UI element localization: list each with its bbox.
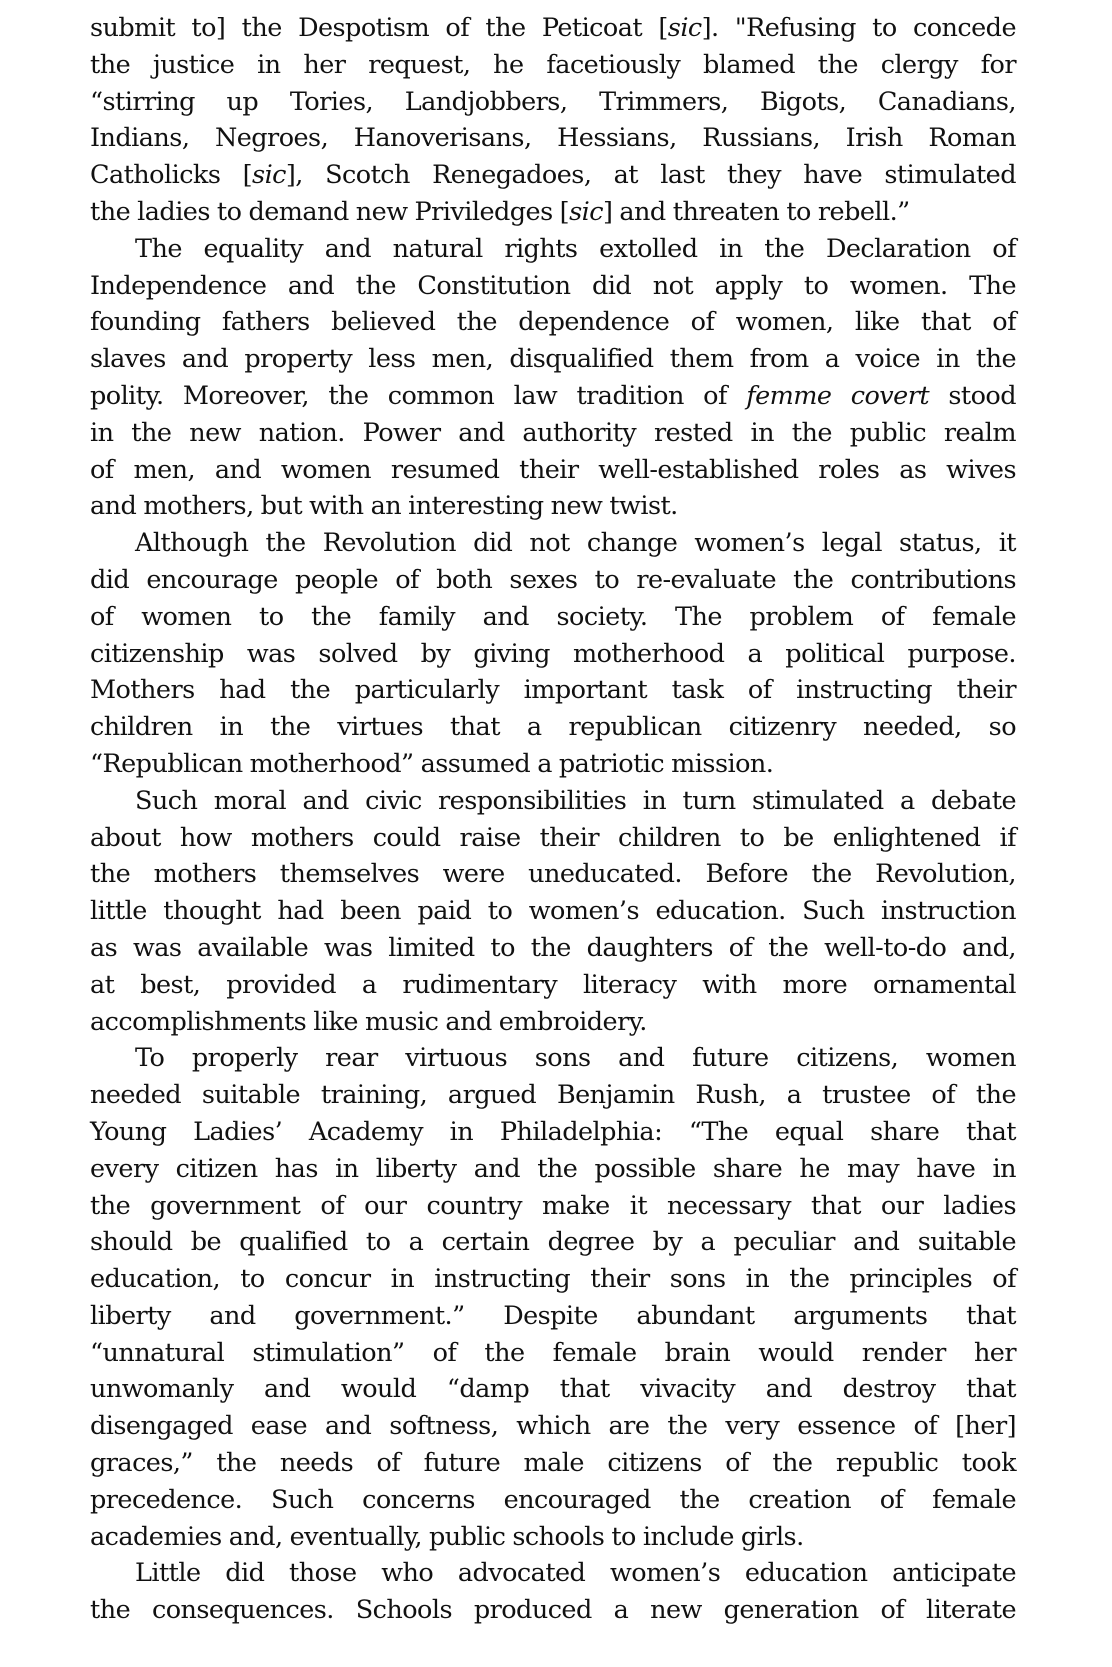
text-segment: ], Scotch Renegadoes, at last they have stimulated xyxy=(285,160,1016,191)
text-line xyxy=(90,84,1016,121)
text-line xyxy=(90,1004,1016,1041)
text-line xyxy=(90,341,1016,378)
text-segment: academies and, eventually, public schools to include girls. xyxy=(90,1521,804,1552)
text-line xyxy=(90,194,1016,231)
text-line xyxy=(90,231,1016,268)
text-segment: founding fathers believed the dependence of women, like that of xyxy=(90,307,1016,338)
text-line xyxy=(90,1445,1016,1482)
text-line xyxy=(90,488,1016,525)
text-segment: precedence. Such concerns encouraged the creation of female xyxy=(90,1484,1016,1515)
text-segment: Independence and the Constitution did not apply to women. The xyxy=(90,270,1016,301)
text-segment: at best, provided a rudimentary literacy with more ornamental xyxy=(90,969,1016,1000)
paragraph xyxy=(90,10,1016,231)
text-segment: Little did those who advocated women’s education anticipate xyxy=(135,1558,1016,1589)
text-line xyxy=(90,562,1016,599)
text-segment: ]. "Refusing to concede xyxy=(701,13,1016,43)
paragraph xyxy=(90,231,1016,525)
text-line xyxy=(90,746,1016,783)
text-segment: little thought had been paid to women’s education. Such instruction xyxy=(90,896,1016,927)
text-line xyxy=(90,415,1016,452)
text-segment: Catholicks [ xyxy=(90,160,253,191)
text-segment: graces,” the needs of future male citizens of the republic took xyxy=(90,1448,1016,1479)
text-line xyxy=(90,1261,1016,1298)
text-line xyxy=(90,1188,1016,1225)
text-segment: should be qualified to a certain degree by a peculiar and suitable xyxy=(90,1227,1016,1258)
text-line xyxy=(90,636,1016,673)
text-segment: as was available was limited to the daughters of the well-to-do and, xyxy=(90,932,1016,963)
text-segment: the justice in her request, he facetiously blamed the clergy for xyxy=(90,49,1016,80)
text-line xyxy=(90,268,1016,305)
text-line xyxy=(90,1335,1016,1372)
text-line xyxy=(90,1040,1016,1077)
body-text xyxy=(90,10,1016,1629)
text-segment: “stirring up Tories, Landjobbers, Trimmers, Bigots, Canadians, xyxy=(90,86,1016,117)
text-line xyxy=(90,930,1016,967)
text-segment: slaves and property less men, disqualified them from a voice in the xyxy=(90,344,1016,375)
paragraph xyxy=(90,1040,1016,1555)
text-segment: liberty and government.” Despite abundant arguments that xyxy=(90,1300,1016,1331)
text-line xyxy=(90,378,1016,415)
text-segment: needed suitable training, argued Benjamin Rush, a trustee of the xyxy=(90,1080,1016,1111)
text-line xyxy=(90,157,1016,194)
paragraph xyxy=(90,525,1016,783)
text-segment: the government of our country make it necessary that our ladies xyxy=(90,1190,1016,1221)
text-line xyxy=(90,47,1016,84)
text-line xyxy=(90,709,1016,746)
text-segment: of women to the family and society. The problem of female xyxy=(90,601,1016,632)
text-segment: polity. Moreover, the common law tradition of xyxy=(90,380,747,411)
text-segment: children in the virtues that a republican citizenry needed, so xyxy=(90,712,1016,743)
text-segment: the consequences. Schools produced a new generation of literate xyxy=(90,1595,1016,1626)
text-line xyxy=(90,1555,1016,1592)
paragraph xyxy=(90,783,1016,1041)
text-segment: The equality and natural rights extolled in the Declaration of xyxy=(135,233,1016,264)
text-segment: and mothers, but with an interesting new twist. xyxy=(90,491,678,522)
document-page xyxy=(90,10,1016,1629)
text-segment: Mothers had the particularly important task of instructing their xyxy=(90,675,1016,706)
text-segment: unwomanly and would “damp that vivacity and destroy that xyxy=(90,1374,1016,1405)
text-segment: did encourage people of both sexes to re-evaluate the contributions xyxy=(90,564,1016,595)
text-segment: in the new nation. Power and authority rested in the public realm xyxy=(90,417,1016,448)
text-line xyxy=(90,452,1016,489)
text-segment: “Republican motherhood” assumed a patriotic mission. xyxy=(90,748,774,779)
text-line xyxy=(90,856,1016,893)
text-segment: about how mothers could raise their children to be enlightened if xyxy=(90,822,1016,853)
italic-text: femme covert xyxy=(746,380,930,411)
paragraph xyxy=(90,1555,1016,1629)
text-line xyxy=(90,120,1016,157)
text-line xyxy=(90,672,1016,709)
text-line xyxy=(90,304,1016,341)
text-line xyxy=(90,1371,1016,1408)
text-line xyxy=(90,1482,1016,1519)
text-segment: the mothers themselves were uneducated. Before the Revolution, xyxy=(90,859,1016,890)
text-segment: To properly rear virtuous sons and future citizens, women xyxy=(135,1043,1016,1074)
text-segment: education, to concur in instructing their sons in the principles of xyxy=(90,1264,1016,1295)
text-line xyxy=(90,1592,1016,1629)
text-segment: Such moral and civic responsibilities in turn stimulated a debate xyxy=(135,785,1016,816)
text-line xyxy=(90,1519,1016,1556)
text-segment: the ladies to demand new Priviledges [ xyxy=(90,196,570,227)
text-line xyxy=(90,1114,1016,1151)
italic-text: sic xyxy=(252,160,286,191)
text-segment: Young Ladies’ Academy in Philadelphia: “The equal share that xyxy=(90,1116,1016,1147)
text-segment: Indians, Negroes, Hanoverisans, Hessians, Russians, Irish Roman xyxy=(90,123,1016,154)
text-segment: submit to] the Despotism of the Peticoat [ xyxy=(90,13,668,43)
text-line xyxy=(90,1224,1016,1261)
text-line xyxy=(90,1077,1016,1114)
italic-text: sic xyxy=(667,13,702,43)
text-segment: Although the Revolution did not change women’s legal status, it xyxy=(135,528,1016,559)
text-line xyxy=(90,783,1016,820)
text-line xyxy=(90,967,1016,1004)
text-segment: of men, and women resumed their well-established roles as wives xyxy=(90,454,1016,485)
text-segment: ] and threaten to rebell.” xyxy=(602,196,910,227)
text-line xyxy=(90,10,1016,47)
text-segment: “unnatural stimulation” of the female brain would render her xyxy=(90,1337,1016,1368)
text-line xyxy=(90,820,1016,857)
text-line xyxy=(90,1298,1016,1335)
text-segment: citizenship was solved by giving motherhood a political purpose. xyxy=(90,638,1016,669)
text-segment: disengaged ease and softness, which are the very essence of [her] xyxy=(90,1411,1016,1442)
text-line xyxy=(90,525,1016,562)
text-line xyxy=(90,599,1016,636)
text-segment: accomplishments like music and embroidery. xyxy=(90,1006,647,1037)
italic-text: sic xyxy=(569,196,603,227)
text-line xyxy=(90,1151,1016,1188)
text-segment: every citizen has in liberty and the possible share he may have in xyxy=(90,1153,1016,1184)
text-segment: stood xyxy=(929,380,1016,411)
text-line xyxy=(90,893,1016,930)
text-line xyxy=(90,1408,1016,1445)
